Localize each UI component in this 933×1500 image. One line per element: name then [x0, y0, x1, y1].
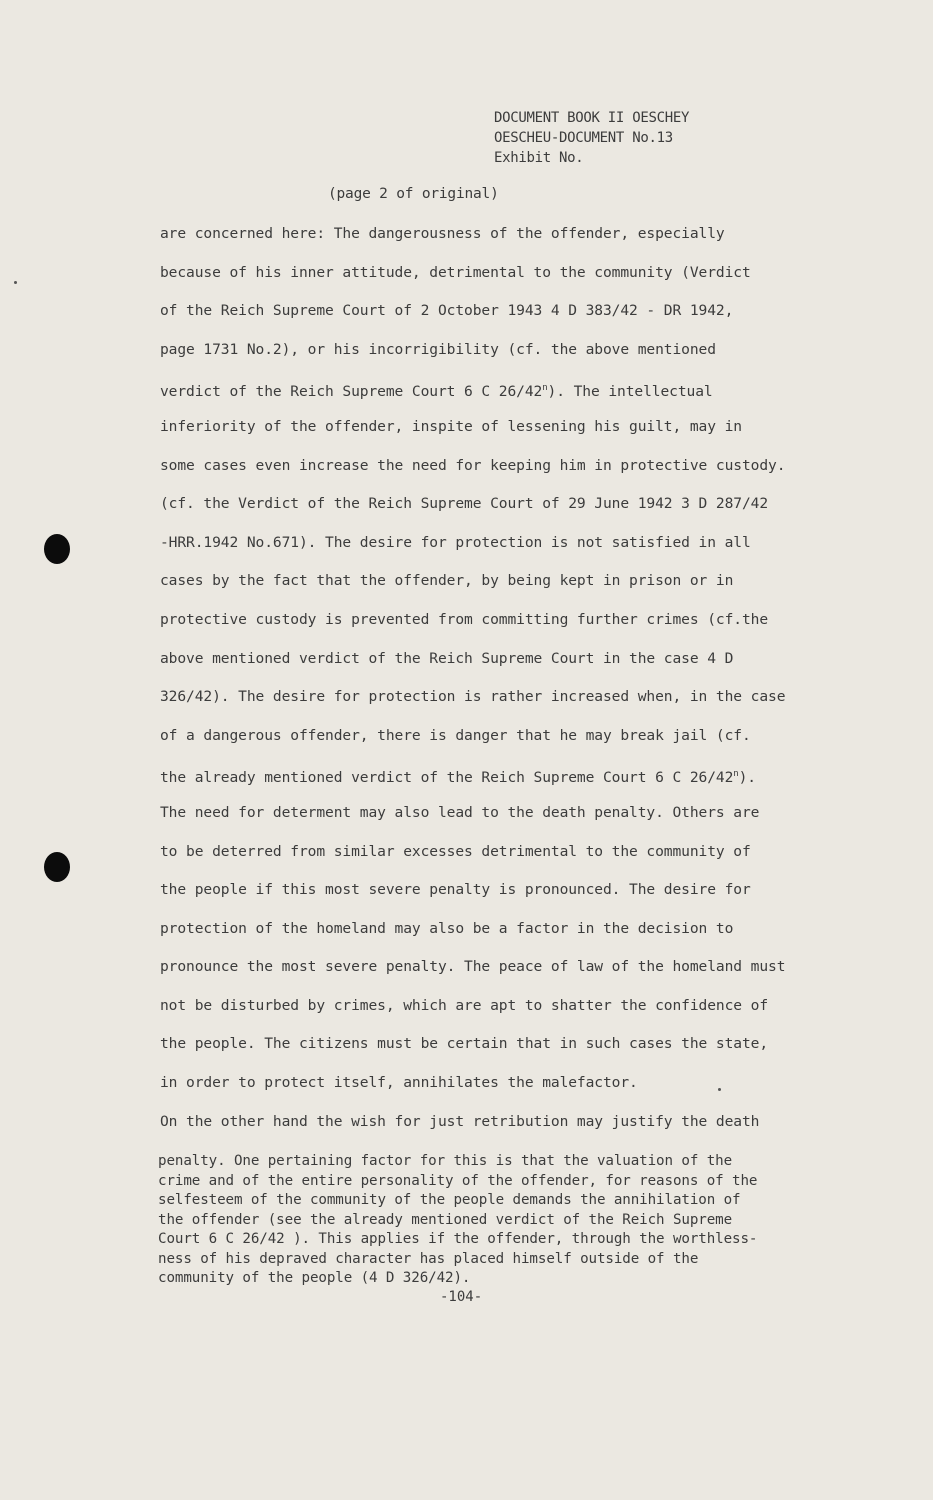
text-line: penalty. One pertaining factor for this is that the valuation of the [158, 1153, 733, 1169]
text-segment: ). The intellectual [547, 383, 713, 401]
punch-hole [44, 534, 70, 564]
text-line: of the Reich Supreme Court of 2 October 1943 4 D 383/42 - DR 1942, [160, 302, 734, 320]
page-number: -104- [440, 1289, 483, 1305]
text-line [160, 762, 870, 801]
header-exhibit-number: Exhibit No. [494, 150, 584, 166]
text-line: ness of his depraved character has placed himself outside of the [158, 1250, 699, 1267]
body-text [160, 222, 870, 1148]
text-line: the offender (see the already mentioned verdict of the Reich Supreme [158, 1211, 733, 1228]
text-line: protection of the homeland may also be a factor in the decision to [160, 919, 734, 937]
text-line: -HRR.1942 No.671). The desire for protection is not satisfied in all [160, 533, 751, 551]
text-line: inferiority of the offender, inspite of lessening his guilt, may in [160, 417, 742, 435]
text-line: the people if this most severe penalty is pronounced. The desire for [160, 881, 751, 899]
text-line: of a dangerous offender, there is danger that he may break jail (cf. [160, 726, 751, 744]
document-header [494, 108, 689, 168]
header-document-number: OESCHEU-DOCUMENT No.13 [494, 130, 673, 146]
text-line: because of his inner attitude, detrimental to the community (Verdict [160, 263, 751, 281]
text-line: page 1731 No.2), or his incorrigibility (cf. the above mentioned [160, 340, 716, 358]
text-line: The need for determent may also lead to the death penalty. Others are [160, 803, 760, 821]
text-line: above mentioned verdict of the Reich Supreme Court in the case 4 D [160, 649, 734, 667]
superscript: n [733, 769, 739, 780]
text-line: pronounce the most severe penalty. The peace of law of the homeland must [160, 958, 786, 976]
condensed-text-block [158, 1152, 868, 1289]
paper-speck [14, 281, 17, 284]
text-line: Court 6 C 26/42 ). This applies if the offender, through the worthless- [158, 1231, 758, 1247]
original-page-reference: (page 2 of original) [328, 186, 499, 202]
header-document-book: DOCUMENT BOOK II OESCHEY [494, 110, 690, 126]
text-line: community of the people (4 D 326/42). [158, 1270, 471, 1286]
text-line: the people. The citizens must be certain that in such cases the state, [160, 1035, 769, 1053]
punch-hole [44, 852, 70, 882]
text-line: 326/42). The desire for protection is rather increased when, in the case [160, 688, 786, 706]
text-segment: ). [738, 769, 756, 787]
text-line: are concerned here: The dangerousness of the offender, especially [160, 225, 725, 242]
text-line: cases by the fact that the offender, by being kept in prison or in [160, 572, 734, 590]
text-line: in order to protect itself, annihilates the malefactor. [160, 1074, 638, 1092]
text-line: some cases even increase the need for keeping him in protective custody. [160, 456, 786, 474]
text-line: not be disturbed by crimes, which are apt to shatter the confidence of [160, 996, 769, 1014]
text-line: selfesteem of the community of the people demands the annihilation of [158, 1192, 741, 1208]
text-line: On the other hand the wish for just retribution may justify the death [160, 1112, 760, 1130]
text-line: crime and of the entire personality of the offender, for reasons of the [158, 1172, 758, 1189]
text-line: (cf. the Verdict of the Reich Supreme Court of 29 June 1942 3 D 287/42 [160, 495, 769, 513]
text-segment: verdict of the Reich Supreme Court 6 C 26/42 [160, 383, 543, 401]
superscript: n [542, 383, 548, 394]
text-line: to be deterred from similar excesses detrimental to the community of [160, 842, 751, 860]
text-line [160, 376, 870, 415]
text-line: protective custody is prevented from committing further crimes (cf.the [160, 610, 769, 628]
text-segment: the already mentioned verdict of the Reich Supreme Court 6 C 26/42 [160, 769, 734, 787]
